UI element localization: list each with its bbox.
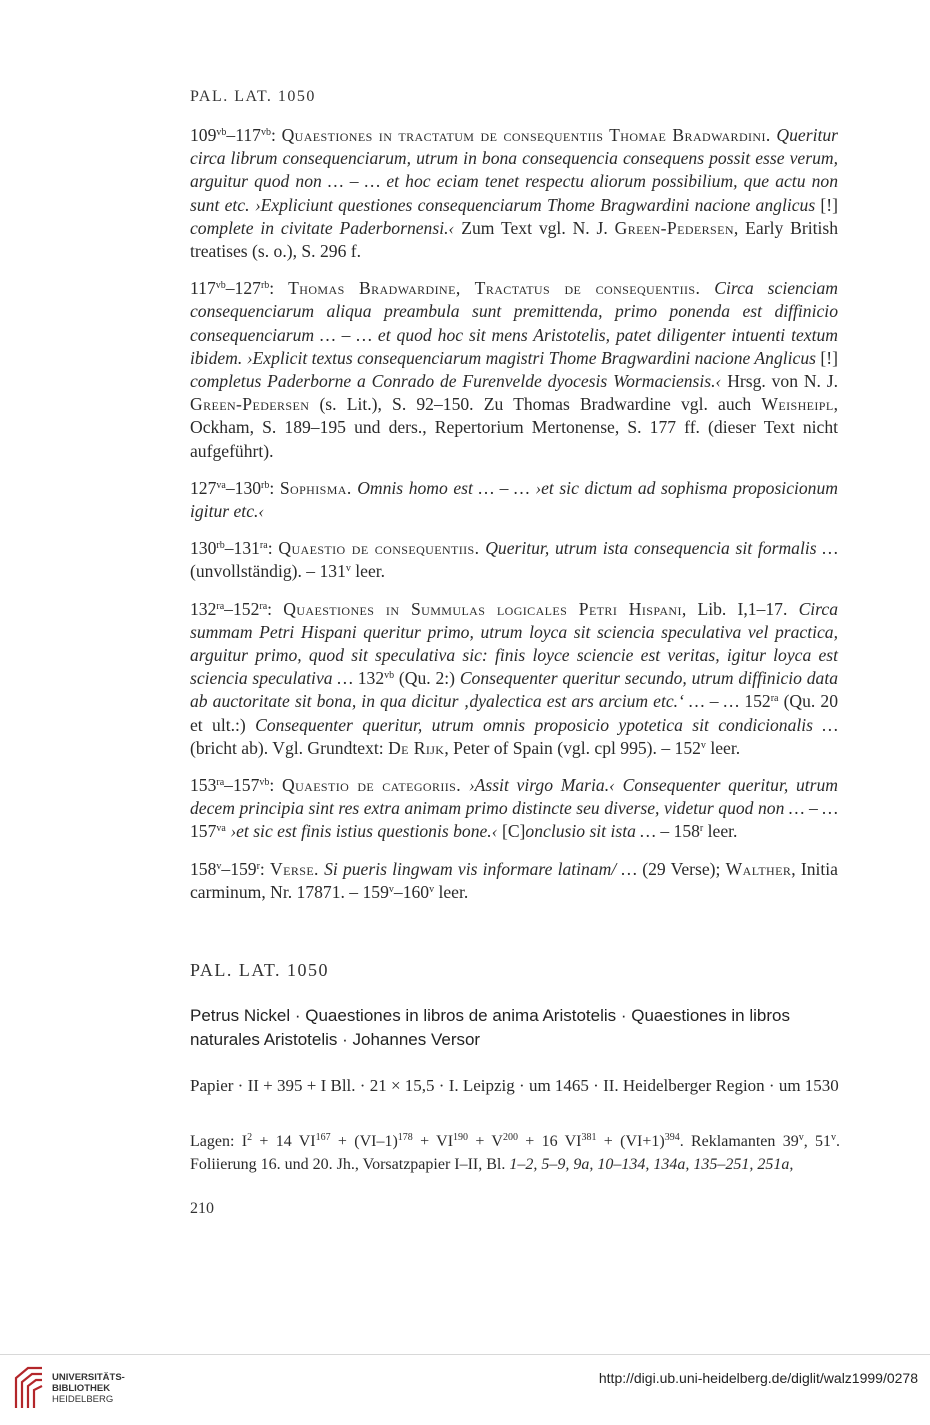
footer-divider [0, 1354, 930, 1355]
entry-text: –160 [393, 881, 430, 902]
quoted-incipit: Consequenter queritur secundo, utrum diffinicio data ab auctoritate sit bona, in qua dicitur ‚dyalectica est ars arcium etc.‘ … – … [190, 668, 839, 712]
entry-text: : [269, 278, 289, 299]
entry [190, 774, 838, 844]
entry-text: , Peter of Spain (vgl. cpl 995). – 152 [444, 737, 701, 758]
superscript-folio: va [216, 823, 226, 835]
entry-text: , 51 [803, 1133, 832, 1150]
superscript-folio: ra [770, 693, 779, 705]
physical-description [190, 1074, 840, 1097]
quoted-incipit: Circa summam Petri Hispani queritur primo, utrum loyca sit sciencia speculativa vel practica, arguitur primo, quod sit speculativa sic: finis loyce sciencie est veritas, igitur loyca est sciencia speculativa … [190, 598, 838, 689]
quoted-incipit: Queritur circa librum consequenciarum, utrum in bona consequencia consequens possit esse verum, arguitur quod non … – … et hoc eciam tenet respectu aliorum possibilium, que actu non sunt etc. ›Expliciunt questiones consequenciarum Thome Bragwardini nacione anglicus [190, 125, 838, 215]
quoted-incipit: onclusio sit ista … [525, 821, 656, 842]
superscript-folio: vb [260, 127, 271, 138]
superscript-folio: ra [216, 600, 225, 612]
entry-text: 153 [190, 775, 217, 796]
entry-text: –159 [221, 858, 257, 879]
library-name [52, 1372, 125, 1405]
entry-text: 130 [190, 538, 217, 559]
superscript-folio: 200 [502, 1132, 518, 1143]
entry-text: + V [468, 1133, 503, 1150]
superscript-folio: ra [259, 540, 268, 552]
superscript-folio: v [700, 739, 706, 751]
entry-text: –127 [225, 278, 261, 299]
entry-title: Quaestio de categoriis. [281, 775, 462, 796]
entry-text: : [270, 125, 282, 145]
quoted-incipit: Si pueris lingwam vis informare latinam/ … [324, 858, 638, 879]
entry-title: Green-Pedersen [190, 394, 310, 415]
entry-title: De Rijk [388, 737, 445, 758]
quoted-incipit: ›Assit virgo Maria.‹ Consequenter queritur, utrum decem principia sint res extra animam primo distincte seu diverse, videtur quod non … – … [190, 775, 838, 819]
entry-title: Quaestiones in tractatum de consequentiis Thomae Bradwardini. [281, 125, 771, 145]
entry-title: Quaestio de consequentiis. [278, 538, 480, 559]
entry-text: (s. Lit.), S. 92–150. Zu Thomas Bradwardine vgl. auch [309, 394, 762, 415]
section-heading: PAL. LAT. 1050 [190, 960, 330, 980]
library-name-line: HEIDELBERG [52, 1394, 114, 1405]
entry-title: Verse. [270, 858, 319, 879]
entry-text: , Ockham, S. 189–195 und ders., Repertorium Mertonense, S. 177 ff. (dieser Text nicht aufgeführt). [190, 394, 838, 461]
entry-text: + (VI+1) [596, 1133, 665, 1150]
superscript-folio: rb [216, 540, 225, 552]
quoted-incipit: Consequenter queritur, utrum omnis proposicio ypotetica sit condicionalis … [255, 714, 838, 735]
entry-title: Weisheipl [761, 394, 834, 415]
superscript-folio: vb [216, 127, 227, 138]
superscript-folio: r [256, 860, 260, 872]
entry [190, 598, 838, 760]
entry-text: , Initia carminum, Nr. 17871. – 159 [190, 858, 838, 902]
entry-text: : [267, 538, 279, 559]
entry-text: leer. [705, 737, 741, 758]
entry-title: Sophisma. [279, 477, 352, 498]
entry-text: (Qu. 20 et ult.:) [190, 691, 838, 735]
entry [190, 477, 838, 523]
entry-text: : [269, 477, 280, 498]
quoted-incipit: completus Paderborne a Conrado de Furenvelde dyocesis Wormaciensis.‹ [190, 371, 722, 392]
entry [190, 124, 838, 263]
quoted-incipit: complete in civitate Paderbornensi.‹ [190, 217, 455, 238]
entry-text: leer. [703, 821, 738, 842]
entry-text: leer. [434, 881, 469, 902]
library-name-line: BIBLIOTHEK [52, 1383, 111, 1394]
entry-text: . Foliierung 16. und 20. Jh., Vorsatzpapier I–II, Bl. [190, 1133, 841, 1173]
entry-text: – 158 [655, 821, 700, 842]
superscript-folio: 190 [453, 1132, 469, 1143]
source-url-link[interactable]: http://digi.ub.uni-heidelberg.de/diglit/walz1999/0278 [598, 1370, 918, 1386]
entry [190, 277, 838, 463]
superscript-folio: v [216, 860, 222, 872]
entry-text: Hrsg. von N. J. [721, 371, 838, 392]
entry-text: : [267, 598, 284, 619]
page-number: 210 [190, 1200, 214, 1217]
entry-text: + (VI–1) [330, 1133, 398, 1150]
library-logo-icon [12, 1364, 46, 1410]
superscript-folio: 381 [581, 1132, 597, 1143]
entry-text: + VI [412, 1133, 454, 1150]
entry-text: Lagen: I [190, 1133, 248, 1150]
entry-text: : [259, 858, 271, 879]
entry-text: 127 [190, 477, 217, 498]
entry-text: , Lib. I,1–17. [681, 598, 799, 619]
superscript-folio: rb [260, 280, 270, 292]
quoted-incipit: 1–2, 5–9, 9a, 10–134, 134a, 135–251, 251a, [509, 1156, 794, 1173]
entry-text: + 14 VI [252, 1133, 316, 1150]
superscript-folio: va [216, 479, 226, 491]
superscript-folio: v [798, 1132, 804, 1143]
superscript-folio: rb [261, 479, 270, 491]
superscript-folio: v [388, 883, 394, 895]
superscript-folio: vb [259, 777, 270, 789]
superscript-folio: 167 [315, 1132, 331, 1143]
superscript-folio: ra [216, 777, 225, 789]
entry-text: –117 [226, 125, 261, 145]
work-title: Petrus Nickel · Quaestiones in libros de anima Aristotelis · Quaestiones in libros naturales Aristotelis · Johannes Versor [190, 1006, 790, 1049]
entry-text: 109 [190, 125, 217, 145]
entry-title: Thomas Bradwardine, Tractatus de consequentiis. [288, 278, 701, 299]
entry-title: Green-Pedersen [614, 217, 734, 238]
entry-text: Zum Text vgl. N. J. [454, 217, 615, 238]
entry-text: 152 [739, 691, 771, 712]
quire-description [190, 1130, 840, 1176]
entry-text: (bricht ab). Vgl. Grundtext: [190, 737, 389, 758]
entry-text: 157 [190, 821, 217, 842]
entry-text [700, 278, 714, 298]
quoted-incipit: ›et sic est finis istius questionis bone.‹ [230, 821, 498, 842]
entry-text: (unvollständig). – 131 [190, 561, 346, 582]
entry-text: . Reklamanten 39 [679, 1133, 799, 1150]
entry-text: (Qu. 2:) [394, 668, 460, 689]
superscript-folio: vb [215, 280, 226, 292]
entry-text: [!] [816, 347, 838, 368]
entry [190, 537, 838, 583]
entry-text: + 16 VI [517, 1133, 582, 1150]
entry-text [461, 775, 469, 795]
superscript-folio: ra [259, 600, 268, 612]
entry-text: , Early British treatises (s. o.), S. 296 f. [190, 217, 839, 262]
superscript-folio: 178 [397, 1132, 413, 1143]
entry-title: Walther [725, 858, 792, 879]
entry-text: –157 [224, 775, 260, 796]
running-head: PAL. LAT. 1050 [190, 88, 316, 105]
entry-text: –130 [225, 477, 262, 498]
entry-text: 132 [190, 598, 217, 619]
quoted-incipit: Omnis homo est … – … ›et sic dictum ad sophisma proposicionum igitur etc.‹ [190, 477, 838, 522]
entry-text: –131 [224, 538, 260, 559]
entry-text: 132 [352, 668, 385, 689]
entry-text: [C] [497, 821, 526, 842]
superscript-folio: r [699, 823, 704, 835]
quoted-incipit: Circa scienciam consequenciarum aliqua preambula sunt premittenda, primo ponenda est diffinicio consequenciarum … – … et quod hoc sit mens Aristotelis, patet diligenter intuenti textum ibidem. ›Explicit textus consequenciarum magistri Thome Bragwardini nacione Anglicus [190, 278, 839, 368]
superscript-folio: v [345, 563, 351, 575]
entry-text: : [269, 775, 282, 796]
entry [190, 858, 838, 904]
entry-text: –152 [224, 598, 260, 619]
entry-title: Quaestiones in Summulas logicales Petri Hispani [283, 598, 682, 619]
entry-text: 158 [190, 858, 217, 879]
entry-text: Papier · II + 395 + I Bll. · 21 × 15,5 · I. Leipzig · um 1465 · II. Heidelberger Region · um 1530 [190, 1076, 839, 1095]
library-name-line: UNIVERSITÄTS- [52, 1372, 125, 1383]
entry-text: (29 Verse); [637, 858, 726, 879]
entry-text: [!] [815, 194, 839, 215]
entries-list [190, 124, 838, 918]
superscript-folio: v [429, 883, 435, 895]
entry-text: leer. [350, 561, 386, 582]
superscript-folio: 394 [664, 1132, 680, 1143]
superscript-folio: 2 [247, 1132, 253, 1143]
superscript-folio: v [831, 1132, 837, 1143]
entry-text: 117 [190, 278, 216, 299]
quoted-incipit: Queritur, utrum ista consequencia sit formalis … [485, 538, 838, 559]
superscript-folio: vb [384, 670, 395, 682]
